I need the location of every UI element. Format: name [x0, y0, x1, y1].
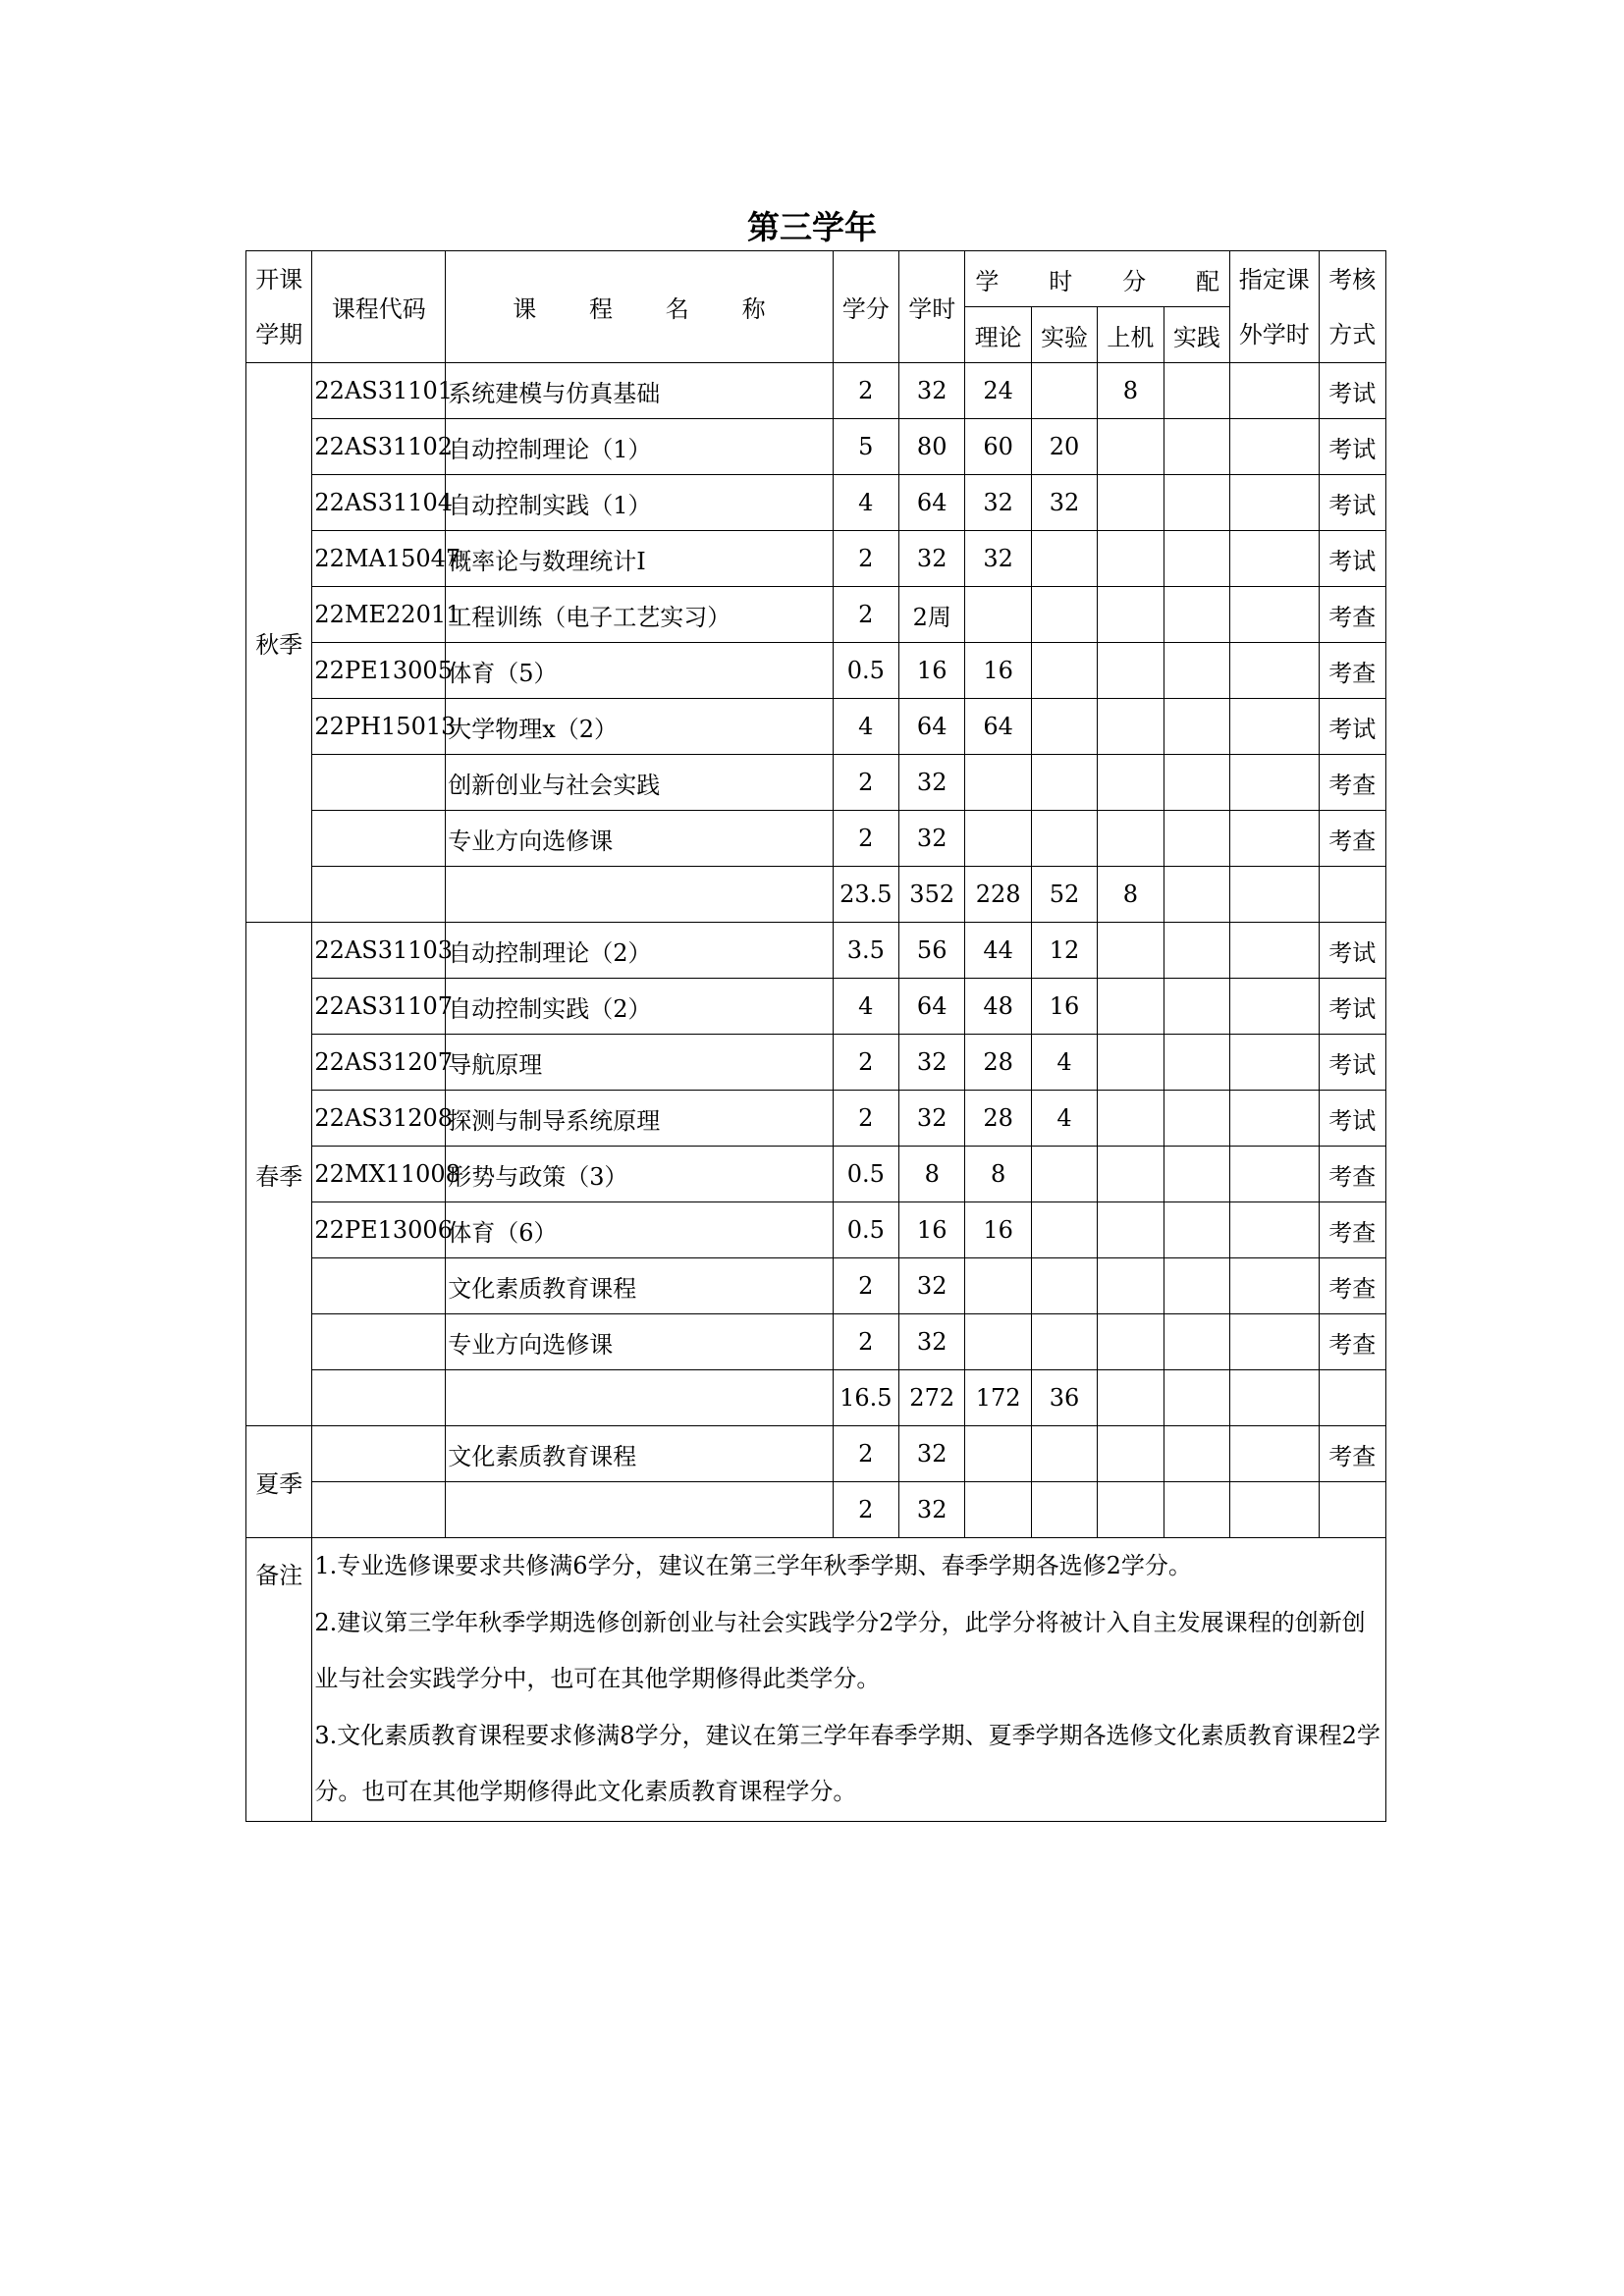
credit: 2: [833, 1035, 898, 1091]
hours: 32: [899, 1091, 965, 1147]
practice-hours: [1164, 531, 1229, 587]
course-name: 专业方向选修课: [446, 1314, 833, 1370]
practice-hours: [1164, 419, 1229, 475]
practice-hours: [1164, 1091, 1229, 1147]
notes-row: [246, 1538, 1386, 1822]
hours: 32: [899, 1482, 965, 1538]
course-code: 22ME22011: [312, 587, 446, 643]
course-name: 系统建模与仿真基础: [446, 363, 833, 419]
computer-hours: [1098, 1035, 1164, 1091]
practice-hours: [1164, 1147, 1229, 1202]
credit: 2: [833, 811, 898, 867]
course-code: 22MX11008: [312, 1147, 446, 1202]
course-code: 22PE13006: [312, 1202, 446, 1258]
theory-hours: [965, 1314, 1031, 1370]
computer-hours: [1098, 419, 1164, 475]
computer-hours: [1098, 1091, 1164, 1147]
lab-hours: 32: [1031, 475, 1097, 531]
computer-hours: [1098, 755, 1164, 811]
hours: 32: [899, 1258, 965, 1314]
extra-hours: [1230, 363, 1320, 419]
computer-hours: [1098, 1482, 1164, 1538]
theory-hours: 28: [965, 1035, 1031, 1091]
course-code: 22PE13005: [312, 643, 446, 699]
header-hours: 学时: [899, 251, 965, 363]
term-cell: 春季: [246, 923, 312, 1426]
extra-hours: [1230, 1035, 1320, 1091]
extra-hours: [1230, 419, 1320, 475]
computer-hours: [1098, 1426, 1164, 1482]
exam-method: 考查: [1319, 643, 1385, 699]
course-name: 自动控制理论（2）: [446, 923, 833, 979]
course-name: 文化素质教育课程: [446, 1258, 833, 1314]
course-name: [446, 1370, 833, 1426]
lab-hours: [1031, 811, 1097, 867]
course-code: 22PH15013: [312, 699, 446, 755]
table-row: [246, 643, 1386, 699]
extra-hours: [1230, 811, 1320, 867]
credit: 23.5: [833, 867, 898, 923]
course-name: 自动控制实践（1）: [446, 475, 833, 531]
computer-hours: [1098, 1147, 1164, 1202]
credit: 16.5: [833, 1370, 898, 1426]
computer-hours: [1098, 979, 1164, 1035]
course-code: 22AS31101: [312, 363, 446, 419]
extra-hours: [1230, 755, 1320, 811]
table-row: [246, 475, 1386, 531]
exam-method: 考查: [1319, 811, 1385, 867]
credit: 2: [833, 1258, 898, 1314]
lab-hours: [1031, 755, 1097, 811]
extra-hours: [1230, 643, 1320, 699]
credit: 4: [833, 699, 898, 755]
hours: 32: [899, 1035, 965, 1091]
theory-hours: 16: [965, 643, 1031, 699]
course-name: 导航原理: [446, 1035, 833, 1091]
table-row: [246, 1147, 1386, 1202]
course-code: [312, 1314, 446, 1370]
exam-method: 考查: [1319, 755, 1385, 811]
hours: 352: [899, 867, 965, 923]
hours: 16: [899, 643, 965, 699]
course-name: 工程训练（电子工艺实习）: [446, 587, 833, 643]
lab-hours: [1031, 699, 1097, 755]
extra-hours: [1230, 699, 1320, 755]
exam-method: 考试: [1319, 475, 1385, 531]
practice-hours: [1164, 1314, 1229, 1370]
term-cell: 夏季: [246, 1426, 312, 1538]
lab-hours: [1031, 363, 1097, 419]
extra-hours: [1230, 531, 1320, 587]
extra-hours: [1230, 1258, 1320, 1314]
extra-hours: [1230, 587, 1320, 643]
credit: 4: [833, 979, 898, 1035]
lab-hours: [1031, 587, 1097, 643]
exam-method: 考试: [1319, 419, 1385, 475]
practice-hours: [1164, 1202, 1229, 1258]
computer-hours: [1098, 587, 1164, 643]
exam-method: 考试: [1319, 363, 1385, 419]
computer-hours: [1098, 1258, 1164, 1314]
computer-hours: 8: [1098, 363, 1164, 419]
hours: 32: [899, 363, 965, 419]
course-code: [312, 1426, 446, 1482]
credit: 0.5: [833, 1147, 898, 1202]
hours: 32: [899, 755, 965, 811]
hours: 64: [899, 699, 965, 755]
hours: 80: [899, 419, 965, 475]
credit: 2: [833, 1426, 898, 1482]
exam-method: 考查: [1319, 1314, 1385, 1370]
exam-method: [1319, 1482, 1385, 1538]
practice-hours: [1164, 1370, 1229, 1426]
computer-hours: [1098, 1202, 1164, 1258]
credit: 2: [833, 363, 898, 419]
table-row: [246, 587, 1386, 643]
lab-hours: [1031, 1258, 1097, 1314]
header-code: 课程代码: [312, 251, 446, 363]
practice-hours: [1164, 755, 1229, 811]
course-code: [312, 811, 446, 867]
theory-hours: [965, 1482, 1031, 1538]
credit: 0.5: [833, 1202, 898, 1258]
theory-hours: 28: [965, 1091, 1031, 1147]
theory-hours: 24: [965, 363, 1031, 419]
theory-hours: 16: [965, 1202, 1031, 1258]
extra-hours: [1230, 979, 1320, 1035]
course-code: 22AS31102: [312, 419, 446, 475]
hours: 32: [899, 1426, 965, 1482]
course-name: 探测与制导系统原理: [446, 1091, 833, 1147]
practice-hours: [1164, 1482, 1229, 1538]
credit: 2: [833, 755, 898, 811]
practice-hours: [1164, 643, 1229, 699]
theory-hours: 32: [965, 475, 1031, 531]
course-code: 22AS31107: [312, 979, 446, 1035]
credit: 3.5: [833, 923, 898, 979]
course-name: 创新创业与社会实践: [446, 755, 833, 811]
credit: 0.5: [833, 643, 898, 699]
lab-hours: 12: [1031, 923, 1097, 979]
header-computer: 上机: [1098, 307, 1164, 363]
lab-hours: 4: [1031, 1035, 1097, 1091]
table-row: [246, 419, 1386, 475]
note-line: 2.建议第三学年秋季学期选修创新创业与社会实践学分2学分，此学分将被计入自主发展课程的创新创业与社会实践学分中，也可在其他学期修得此类学分。: [314, 1608, 1366, 1692]
computer-hours: [1098, 1314, 1164, 1370]
practice-hours: [1164, 1035, 1229, 1091]
extra-hours: [1230, 1482, 1320, 1538]
hours: 16: [899, 1202, 965, 1258]
practice-hours: [1164, 475, 1229, 531]
theory-hours: 48: [965, 979, 1031, 1035]
lab-hours: [1031, 1482, 1097, 1538]
practice-hours: [1164, 1426, 1229, 1482]
hours: 64: [899, 475, 965, 531]
practice-hours: [1164, 923, 1229, 979]
computer-hours: [1098, 923, 1164, 979]
lab-hours: [1031, 531, 1097, 587]
table-row: [246, 867, 1386, 923]
header-term: 开课 学期: [246, 251, 312, 363]
table-row: [246, 811, 1386, 867]
theory-hours: 172: [965, 1370, 1031, 1426]
header-lab: 实验: [1031, 307, 1097, 363]
course-code: [312, 1370, 446, 1426]
header-extra-hours: 指定课 外学时: [1230, 251, 1320, 363]
computer-hours: [1098, 1370, 1164, 1426]
header-credit: 学分: [833, 251, 898, 363]
table-row: [246, 923, 1386, 979]
extra-hours: [1230, 475, 1320, 531]
hours: 32: [899, 1314, 965, 1370]
table-row: [246, 979, 1386, 1035]
header-theory: 理论: [965, 307, 1031, 363]
extra-hours: [1230, 1091, 1320, 1147]
credit: 5: [833, 419, 898, 475]
hours: 32: [899, 531, 965, 587]
term-cell: 秋季: [246, 363, 312, 923]
computer-hours: [1098, 811, 1164, 867]
lab-hours: 20: [1031, 419, 1097, 475]
credit: 2: [833, 531, 898, 587]
exam-method: 考试: [1319, 923, 1385, 979]
extra-hours: [1230, 1370, 1320, 1426]
header-exam: 考核 方式: [1319, 251, 1385, 363]
note-line: 3.文化素质教育课程要求修满8学分，建议在第三学年春季学期、夏季学期各选修文化素质教育课程2学分。也可在其他学期修得此文化素质教育课程学分。: [314, 1721, 1380, 1805]
header-practice: 实践: [1164, 307, 1229, 363]
extra-hours: [1230, 1147, 1320, 1202]
course-code: [312, 1482, 446, 1538]
theory-hours: [965, 811, 1031, 867]
exam-method: 考查: [1319, 1426, 1385, 1482]
course-name: [446, 1482, 833, 1538]
course-code: [312, 755, 446, 811]
exam-method: 考查: [1319, 1202, 1385, 1258]
theory-hours: [965, 587, 1031, 643]
hours: 8: [899, 1147, 965, 1202]
exam-method: 考试: [1319, 979, 1385, 1035]
extra-hours: [1230, 923, 1320, 979]
theory-hours: 60: [965, 419, 1031, 475]
extra-hours: [1230, 1426, 1320, 1482]
notes-content: [312, 1538, 1386, 1822]
exam-method: 考试: [1319, 1035, 1385, 1091]
course-code: 22AS31208: [312, 1091, 446, 1147]
header-name: 课 程 名 称: [446, 251, 833, 363]
lab-hours: 4: [1031, 1091, 1097, 1147]
theory-hours: 64: [965, 699, 1031, 755]
lab-hours: [1031, 1426, 1097, 1482]
table-row: [246, 1370, 1386, 1426]
computer-hours: [1098, 643, 1164, 699]
course-name: 自动控制理论（1）: [446, 419, 833, 475]
hours: 64: [899, 979, 965, 1035]
table-row: [246, 1426, 1386, 1482]
course-name: 形势与政策（3）: [446, 1147, 833, 1202]
credit: 2: [833, 1482, 898, 1538]
credit: 2: [833, 1314, 898, 1370]
theory-hours: 44: [965, 923, 1031, 979]
lab-hours: 16: [1031, 979, 1097, 1035]
table-row: [246, 699, 1386, 755]
exam-method: 考查: [1319, 587, 1385, 643]
exam-method: 考试: [1319, 699, 1385, 755]
header-hour-allocation: 学 时 分 配: [965, 251, 1230, 307]
practice-hours: [1164, 811, 1229, 867]
course-code: 22AS31103: [312, 923, 446, 979]
computer-hours: [1098, 699, 1164, 755]
practice-hours: [1164, 699, 1229, 755]
table-row: [246, 363, 1386, 419]
hours: 2周: [899, 587, 965, 643]
lab-hours: [1031, 643, 1097, 699]
computer-hours: [1098, 531, 1164, 587]
exam-method: 考查: [1319, 1147, 1385, 1202]
extra-hours: [1230, 1202, 1320, 1258]
exam-method: [1319, 1370, 1385, 1426]
credit: 4: [833, 475, 898, 531]
course-code: 22AS31104: [312, 475, 446, 531]
theory-hours: [965, 755, 1031, 811]
computer-hours: 8: [1098, 867, 1164, 923]
course-code: 22MA15047: [312, 531, 446, 587]
curriculum-table: [245, 250, 1386, 1822]
exam-method: 考查: [1319, 1258, 1385, 1314]
extra-hours: [1230, 867, 1320, 923]
course-name: 体育（5）: [446, 643, 833, 699]
course-name: 概率论与数理统计Ⅰ: [446, 531, 833, 587]
theory-hours: 32: [965, 531, 1031, 587]
lab-hours: [1031, 1202, 1097, 1258]
table-row: [246, 1314, 1386, 1370]
exam-method: [1319, 867, 1385, 923]
table-row: [246, 755, 1386, 811]
lab-hours: 52: [1031, 867, 1097, 923]
practice-hours: [1164, 867, 1229, 923]
note-line: 1.专业选修课要求共修满6学分，建议在第三学年秋季学期、春季学期各选修2学分。: [314, 1552, 1192, 1579]
theory-hours: 228: [965, 867, 1031, 923]
table-row: [246, 1091, 1386, 1147]
table-row: [246, 1035, 1386, 1091]
header-row-1: [246, 251, 1386, 307]
lab-hours: 36: [1031, 1370, 1097, 1426]
extra-hours: [1230, 1314, 1320, 1370]
theory-hours: [965, 1426, 1031, 1482]
course-name: [446, 867, 833, 923]
theory-hours: 8: [965, 1147, 1031, 1202]
course-name: 自动控制实践（2）: [446, 979, 833, 1035]
table-row: [246, 531, 1386, 587]
practice-hours: [1164, 1258, 1229, 1314]
course-name: 体育（6）: [446, 1202, 833, 1258]
table-row: [246, 1258, 1386, 1314]
credit: 2: [833, 587, 898, 643]
practice-hours: [1164, 979, 1229, 1035]
notes-label: 备注: [246, 1538, 312, 1822]
hours: 272: [899, 1370, 965, 1426]
hours: 56: [899, 923, 965, 979]
page-title: 第三学年: [747, 208, 877, 246]
credit: 2: [833, 1091, 898, 1147]
lab-hours: [1031, 1147, 1097, 1202]
practice-hours: [1164, 587, 1229, 643]
computer-hours: [1098, 475, 1164, 531]
table-row: [246, 1202, 1386, 1258]
course-name: 文化素质教育课程: [446, 1426, 833, 1482]
exam-method: 考试: [1319, 531, 1385, 587]
course-code: [312, 1258, 446, 1314]
course-name: 专业方向选修课: [446, 811, 833, 867]
course-code: [312, 867, 446, 923]
lab-hours: [1031, 1314, 1097, 1370]
course-code: 22AS31207: [312, 1035, 446, 1091]
theory-hours: [965, 1258, 1031, 1314]
practice-hours: [1164, 363, 1229, 419]
course-name: 大学物理x（2）: [446, 699, 833, 755]
hours: 32: [899, 811, 965, 867]
exam-method: 考试: [1319, 1091, 1385, 1147]
table-row: [246, 1482, 1386, 1538]
